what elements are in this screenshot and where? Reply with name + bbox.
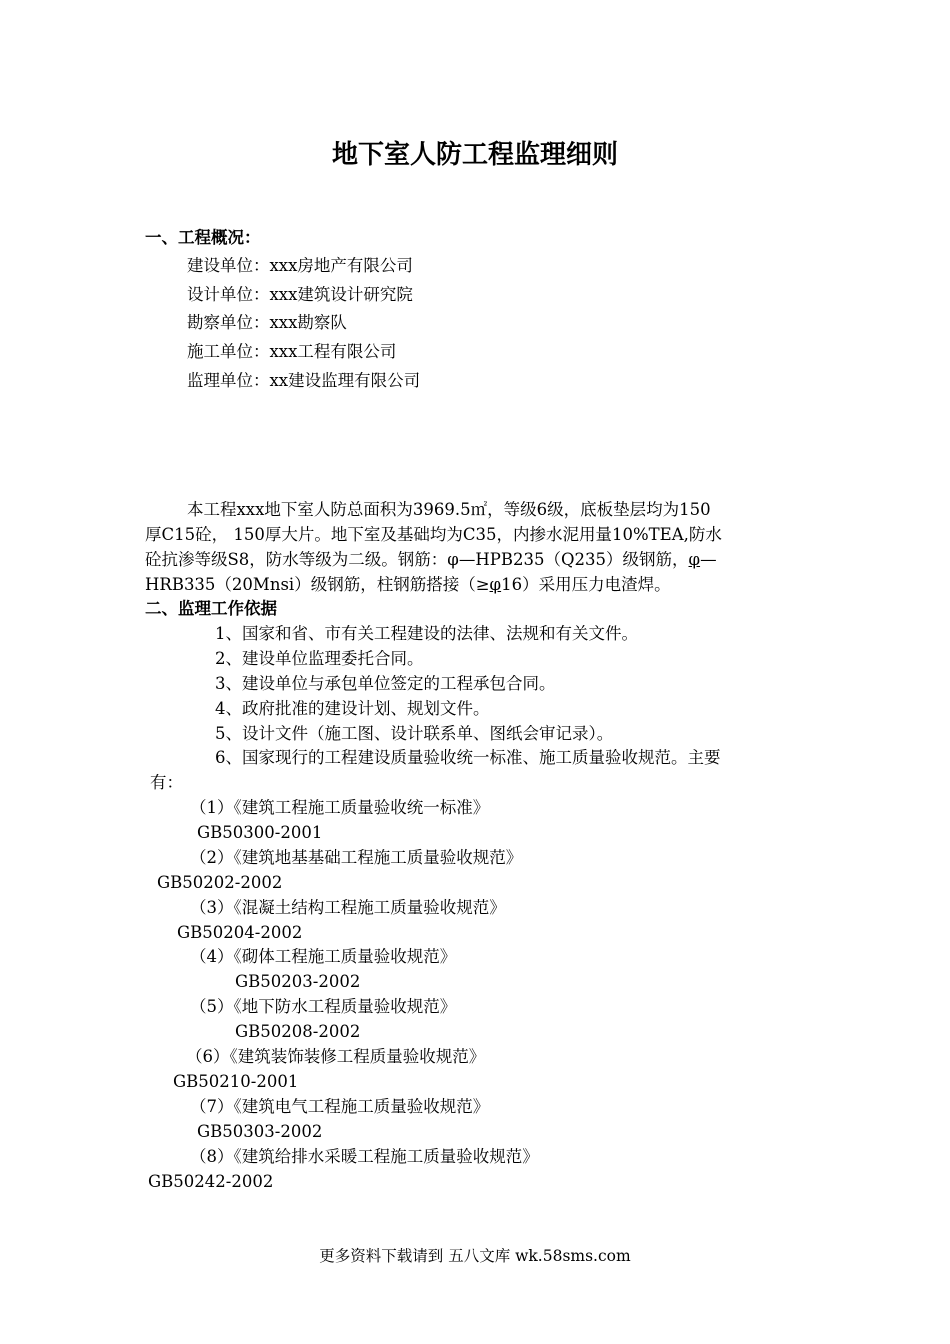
- unit-supervisor: 监理单位：xx建设监理有限公司: [187, 371, 421, 390]
- overview-line-4: [145, 573, 671, 597]
- standard-name-5: （5）《地下防水工程质量验收规范》: [190, 997, 457, 1016]
- section-heading-basis: 二、监理工作依据: [145, 599, 277, 618]
- unit-contractor: 施工单位：xxx工程有限公司: [187, 342, 397, 361]
- document-title: 地下室人防工程监理细则: [331, 140, 618, 170]
- standard-code-4: GB50203-2002: [235, 972, 361, 991]
- basis-item-6-cont: 有：: [150, 773, 183, 792]
- footer-download-note: 更多资料下载请到 五八文库 wk.58sms.com: [319, 1247, 631, 1265]
- standard-code-1: GB50300-2001: [197, 823, 323, 842]
- overview-line-1: 本工程xxx地下室人防总面积为3969.5㎡，等级6级，底板垫层均为150: [187, 500, 711, 519]
- unit-design: 设计单位：xxx建筑设计研究院: [187, 285, 413, 304]
- rebar-phi-symbol-2: φ: [489, 575, 502, 594]
- overview-line-3a: 砼抗渗等级S8，防水等级为二级。钢筋：φ—HPB235（Q235）级钢筋，: [145, 550, 689, 569]
- basis-item-3: 3、建设单位与承包单位签定的工程承包合同。: [215, 674, 556, 693]
- standard-name-4: （4）《砌体工程施工质量验收规范》: [190, 947, 457, 966]
- standard-name-7: （7）《建筑电气工程施工质量验收规范》: [190, 1097, 490, 1116]
- rebar-phi-symbol: φ: [688, 550, 701, 569]
- overview-line-4a: HRB335（20Mnsi）级钢筋，柱钢筋搭接（≥: [145, 575, 490, 594]
- section-heading-overview: 一、工程概况：: [145, 228, 261, 247]
- standard-name-2: （2）《建筑地基基础工程施工质量验收规范》: [190, 848, 523, 867]
- basis-item-6: 6、国家现行的工程建设质量验收统一标准、施工质量验收规范。主要: [215, 748, 721, 767]
- basis-item-5: 5、设计文件（施工图、设计联系单、图纸会审记录）。: [215, 724, 614, 743]
- standard-code-6: GB50210-2001: [173, 1072, 299, 1091]
- standard-code-8: GB50242-2002: [148, 1172, 274, 1191]
- overview-line-3: [145, 548, 717, 572]
- overview-line-4b: 16）采用压力电渣焊。: [501, 575, 671, 594]
- standard-code-5: GB50208-2002: [235, 1022, 361, 1041]
- standard-code-7: GB50303-2002: [197, 1122, 323, 1141]
- standard-name-3: （3）《混凝土结构工程施工质量验收规范》: [190, 898, 506, 917]
- overview-line-2: 厚C15砼， 150厚大片。地下室及基础均为C35，内掺水泥用量10%TEA,防水: [145, 525, 722, 544]
- standard-code-3: GB50204-2002: [177, 923, 303, 942]
- overview-line-3b: —: [700, 550, 717, 569]
- standard-code-2: GB50202-2002: [157, 873, 283, 892]
- basis-item-1: 1、国家和省、市有关工程建设的法律、法规和有关文件。: [215, 624, 638, 643]
- standard-name-8: （8）《建筑给排水采暖工程施工质量验收规范》: [190, 1147, 539, 1166]
- basis-item-2: 2、建设单位监理委托合同。: [215, 649, 424, 668]
- basis-item-4: 4、政府批准的建设计划、规划文件。: [215, 699, 490, 718]
- unit-construction: 建设单位：xxx房地产有限公司: [187, 256, 413, 275]
- unit-survey: 勘察单位：xxx勘察队: [187, 313, 347, 332]
- standard-name-6: （6）《建筑装饰装修工程质量验收规范》: [186, 1047, 486, 1066]
- standard-name-1: （1）《建筑工程施工质量验收统一标准》: [190, 798, 490, 817]
